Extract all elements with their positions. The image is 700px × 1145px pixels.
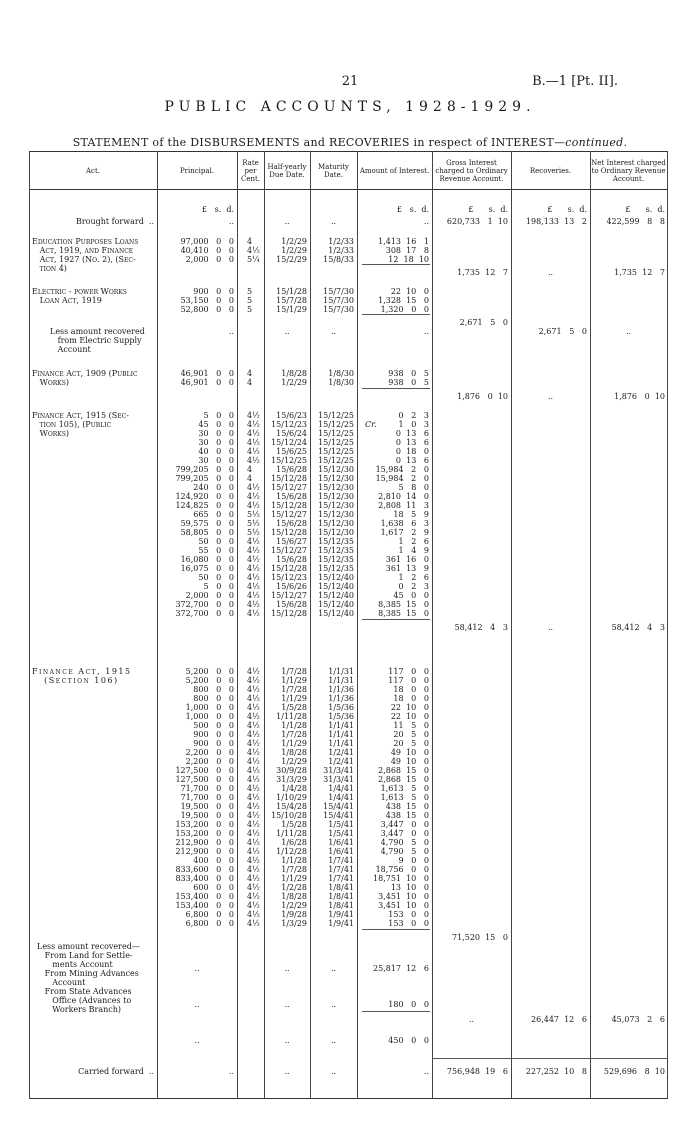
finance-1915-106-less-principal: .. .. .. xyxy=(194,964,200,1045)
finance-1915-105-recoveries: .. xyxy=(547,623,554,632)
header-gross: Gross Interest charged to Ordinary Revenue Account. xyxy=(435,158,508,183)
electric-amount: 22 10 0 1,328 15 0 1,320 0 0 xyxy=(378,287,429,314)
education-act-label: Education Purposes Loans Act, 1919, and Finance Act, 1927 (No. 2), (Sec- tion 4) xyxy=(32,237,139,273)
electric-halfyear: 15/1/28 15/7/28 15/1/29 xyxy=(276,287,307,314)
subtitle-main: STATEMENT of the DISBURSEMENTS and RECOVERIES in respect of INTEREST— xyxy=(72,136,566,149)
finance-1915-105-rate: 4½ 4½ 4½ 4½ 4½ 4½ 4 4 4½ 4½ 4½ 5½ 5½ 5½ 4½ 4½ 4½ 4½ 4½ 4½ 4½ 4½ 4½ xyxy=(247,411,260,618)
currency-amount: £ s. d. xyxy=(396,205,429,214)
finance-1915-106-principal: 5,200 0 0 5,200 0 0 800 0 0 800 0 0 1,000 0 0 1,000 0 0 500 0 0 900 0 0 900 0 0 2,200 0 0 2,200 0 0 127,500 0 0 127,500 0 0 71,700 0 0 71,700 0 0 19,500 0 0 19,500 0 0 153,200 0 0 153,200 0 0 212,900 0 0 212,900 0 0 400 0 0 833,600 0 0 833,400 0 0 600 0 0 153,400 0 0 153,400 0 0 6,800 0 0 6,800 0 0 xyxy=(175,667,234,928)
statement-subtitle xyxy=(0,136,700,149)
education-principal: 97,000 0 0 40,410 0 0 2,000 0 0 xyxy=(180,237,234,264)
finance-1909-principal: 46,901 0 0 46,901 0 0 xyxy=(180,369,234,387)
electric-recoveries: 2,671 5 0 xyxy=(538,327,587,336)
finance-1909-net: 1,876 0 10 xyxy=(614,392,665,401)
currency-net: £ s. d. xyxy=(625,205,665,214)
header-amount: Amount of Interest. xyxy=(359,166,430,175)
education-gross: 1,735 12 7 xyxy=(457,268,508,277)
finance-1915-106-maturity: 1/1/31 1/1/31 1/1/36 1/1/36 1/5/36 1/5/36 1/1/41 1/1/41 1/1/41 1/2/41 1/2/41 31/3/41 31/3/41 1/4/41 1/4/41 15/4/41 15/4/41 1/5/41 1/5/41 1/6/41 1/6/41 1/7/41 1/7/41 1/7/41 1/8/41 1/8/41 1/8/41 1/9/41 1/9/41 xyxy=(323,667,354,928)
electric-less-label: Less amount recovered from Electric Supply Account xyxy=(50,327,145,354)
finance-1915-106-halfyear: 1/7/28 1/1/29 1/7/28 1/1/29 1/5/28 1/11/28 1/1/28 1/7/28 1/1/29 1/8/28 1/2/29 30/9/28 31/3/29 1/4/28 1/10/29 15/4/28 15/10/28 1/5/28 1/11/28 1/6/28 1/12/28 1/1/28 1/7/28 1/1/29 1/2/28 1/8/28 1/2/29 1/9/28 1/3/29 xyxy=(271,667,307,928)
brought-forward-label: Brought forward .. xyxy=(75,217,154,226)
currency-recoveries: £ s. d. xyxy=(547,205,587,214)
education-recoveries: .. xyxy=(547,268,554,277)
finance-1915-106-recoveries: 26,447 12 6 xyxy=(531,1015,587,1024)
finance-1915-105-halfyear: 15/6/23 15/12/23 15/6/24 15/12/24 15/6/25 15/12/25 15/6/28 15/12/28 15/12/27 15/6/28 15/12/28 15/12/27 15/6/28 15/12/28 15/6/27 15/12/27 15/6/28 15/12/28 15/12/23 15/6/26 15/12/27 15/6/28 15/12/28 xyxy=(271,411,307,618)
currency-principal: £ s. d. xyxy=(201,205,234,214)
col-rule xyxy=(237,151,238,1099)
finance-1915-106-gross-dots: .. xyxy=(468,1015,475,1024)
brought-forward-maturity: .. xyxy=(330,217,337,226)
carried-forward-amount: .. xyxy=(423,1067,429,1076)
finance-1915-105-principal: 5 0 0 45 0 0 30 0 0 30 0 0 40 0 0 30 0 0 799,205 0 0 799,205 0 0 240 0 0 124,920 0 0 124,825 0 0 665 0 0 59,575 0 0 58,805 0 0 50 0 0 55 0 0 16,080 0 0 16,075 0 0 50 0 0 5 0 0 2,000 0 0 372,700 0 0 372,700 0 0 xyxy=(175,411,234,618)
subtotal-rule xyxy=(362,264,430,265)
finance-1909-maturity: 1/8/30 1/8/30 xyxy=(328,369,354,387)
finance-1915-106-act-label: Finance Act, 1915 (Section 106) xyxy=(32,667,132,685)
finance-1915-106-less-halfyear: .. .. .. xyxy=(284,964,290,1045)
finance-1915-106-rate: 4½ 4½ 4½ 4½ 4½ 4½ 4½ 4½ 4½ 4½ 4½ 4½ 4½ 4½ 4½ 4½ 4½ 4½ 4½ 4½ 4½ 4½ 4½ 4½ 4½ 4½ 4½ 4½ 4½ xyxy=(247,667,260,928)
finance-1915-105-gross: 58,412 4 3 xyxy=(454,623,508,632)
total-rule xyxy=(432,1058,667,1059)
col-rule xyxy=(667,151,668,1099)
electric-net: .. xyxy=(625,327,632,336)
finance-1915-106-net: 45,073 2 6 xyxy=(611,1015,665,1024)
header-maturity: Maturity Date. xyxy=(317,162,349,179)
page-title: PUBLIC ACCOUNTS, 1928-1929. xyxy=(164,99,536,115)
carried-forward-halfyear: .. xyxy=(284,1067,290,1076)
finance-1915-106-amount: 117 0 0 117 0 0 18 0 0 18 0 0 22 10 0 22 10 0 11 5 0 20 5 0 20 5 0 49 10 0 49 10 0 2,868 15 0 2,868 15 0 1,613 5 0 1,613 5 0 438 15 0 438 15 0 3,447 0 0 3,447 0 0 4,790 5 0 4,790 5 0 9 0 0 18,756 0 0 18,751 10 0 13 10 0 3,451 10 0 3,451 10 0 153 0 0 153 0 0 xyxy=(373,667,429,928)
carried-forward-gross: 756,948 19 6 xyxy=(446,1067,508,1076)
brought-forward-principal: .. xyxy=(228,217,234,226)
subtotal-rule xyxy=(362,388,430,389)
finance-1909-recoveries: .. xyxy=(547,392,554,401)
header-rule xyxy=(29,189,668,190)
header-net: Net Interest charged to Ordinary Revenue Account. xyxy=(591,158,666,183)
electric-rate: 5 5 5 xyxy=(247,287,253,314)
education-net: 1,735 12 7 xyxy=(614,268,665,277)
education-maturity: 1/2/33 1/2/33 15/8/33 xyxy=(323,237,354,264)
header-halfyearly: Half-yearly Due Date. xyxy=(267,162,307,179)
finance-1915-105-maturity: 15/12/25 15/12/25 15/12/25 15/12/25 15/12/25 15/12/25 15/12/30 15/12/30 15/12/30 15/12/30 15/12/30 15/12/30 15/12/30 15/12/30 15/12/35 15/12/35 15/12/35 15/12/35 15/12/40 15/12/40 15/12/40 15/12/40 15/12/40 xyxy=(318,411,354,618)
subtotal-rule xyxy=(362,619,430,620)
electric-less-maturity: .. xyxy=(330,327,337,336)
finance-1915-105-net: 58,412 4 3 xyxy=(611,623,665,632)
carried-forward-maturity: .. xyxy=(330,1067,337,1076)
finance-1915-105-amount: 0 2 3 1 0 3 0 13 6 0 13 6 0 18 0 0 13 6 15,984 2 0 15,984 2 0 5 8 0 2,810 14 0 2,808 11 3 18 5 9 1,638 6 3 1,617 2 9 1 2 6 1 4 9 361 16 0 361 13 9 1 2 6 0 2 3 45 0 0 8,385 15 0 8,385 15 0 xyxy=(375,411,429,618)
finance-1915-106-less-amount: 25,817 12 6 180 0 0 450 0 0 xyxy=(373,964,429,1045)
brought-forward-amount: .. xyxy=(423,217,429,226)
brought-forward-gross: 620,733 1 10 xyxy=(446,217,508,226)
currency-gross: £ s. d. xyxy=(468,205,508,214)
header-rate: Rate per Cent. xyxy=(240,158,261,183)
header-principal: Principal. xyxy=(179,166,215,175)
finance-1915-105-act-label: Finance Act, 1915 (Sec- tion 105), (Public Works) xyxy=(32,411,129,438)
finance-1909-rate: 4 4 xyxy=(247,369,253,387)
electric-principal: 900 0 0 53,150 0 0 52,800 0 0 xyxy=(180,287,234,314)
electric-less-halfyear: .. xyxy=(284,327,290,336)
finance-1909-amount: 938 0 5 938 0 5 xyxy=(388,369,429,387)
page-number: 21 xyxy=(341,74,359,89)
subtotal-rule xyxy=(362,314,430,315)
header-act: Act. xyxy=(85,166,100,175)
subtotal-rule xyxy=(362,1011,430,1012)
finance-1909-gross: 1,876 0 10 xyxy=(457,392,508,401)
education-rate: 4 4½ 5¼ xyxy=(247,237,260,264)
credit-marker: Cr. xyxy=(365,420,377,429)
electric-act-label: Electric - power Works Loan Act, 1919 xyxy=(32,287,127,305)
brought-forward-halfyear: .. xyxy=(284,217,290,226)
subtitle-continued: continued. xyxy=(565,136,628,149)
education-halfyear: 1/2/29 1/2/29 15/2/29 xyxy=(276,237,307,264)
electric-less-principal: .. xyxy=(228,327,234,336)
electric-less-amount: .. xyxy=(423,327,429,336)
document-reference: B.—1 [Pt. II]. xyxy=(532,74,618,89)
brought-forward-net: 422,599 8 8 xyxy=(606,217,665,226)
education-amount: 1,413 16 1 308 17 8 12 18 10 xyxy=(378,237,429,264)
header-recoveries: Recoveries. xyxy=(529,166,572,175)
carried-forward-label: Carried forward .. xyxy=(78,1067,154,1076)
finance-1915-106-less-label: Less amount recovered— From Land for Settle- ments Account From Mining Advances Account From State Advances Office (Advances to Workers Branch) xyxy=(37,942,140,1014)
finance-1909-halfyear: 1/8/28 1/2/29 xyxy=(281,369,307,387)
brought-forward-recoveries: 198,133 13 2 xyxy=(525,217,587,226)
subtotal-rule xyxy=(362,929,430,930)
electric-gross: 2,671 5 0 xyxy=(459,318,508,327)
carried-forward-principal: .. xyxy=(228,1067,234,1076)
finance-1909-act-label: Finance Act, 1909 (Public Works) xyxy=(32,369,138,387)
finance-1915-106-less-maturity: .. .. .. xyxy=(330,964,337,1045)
electric-maturity: 15/7/30 15/7/30 15/7/30 xyxy=(323,287,354,314)
finance-1915-106-gross: 71,520 15 0 xyxy=(452,933,508,942)
col-rule xyxy=(29,151,30,1099)
carried-forward-net: 529,696 8 10 xyxy=(603,1067,665,1076)
carried-forward-recoveries: 227,252 10 8 xyxy=(525,1067,587,1076)
